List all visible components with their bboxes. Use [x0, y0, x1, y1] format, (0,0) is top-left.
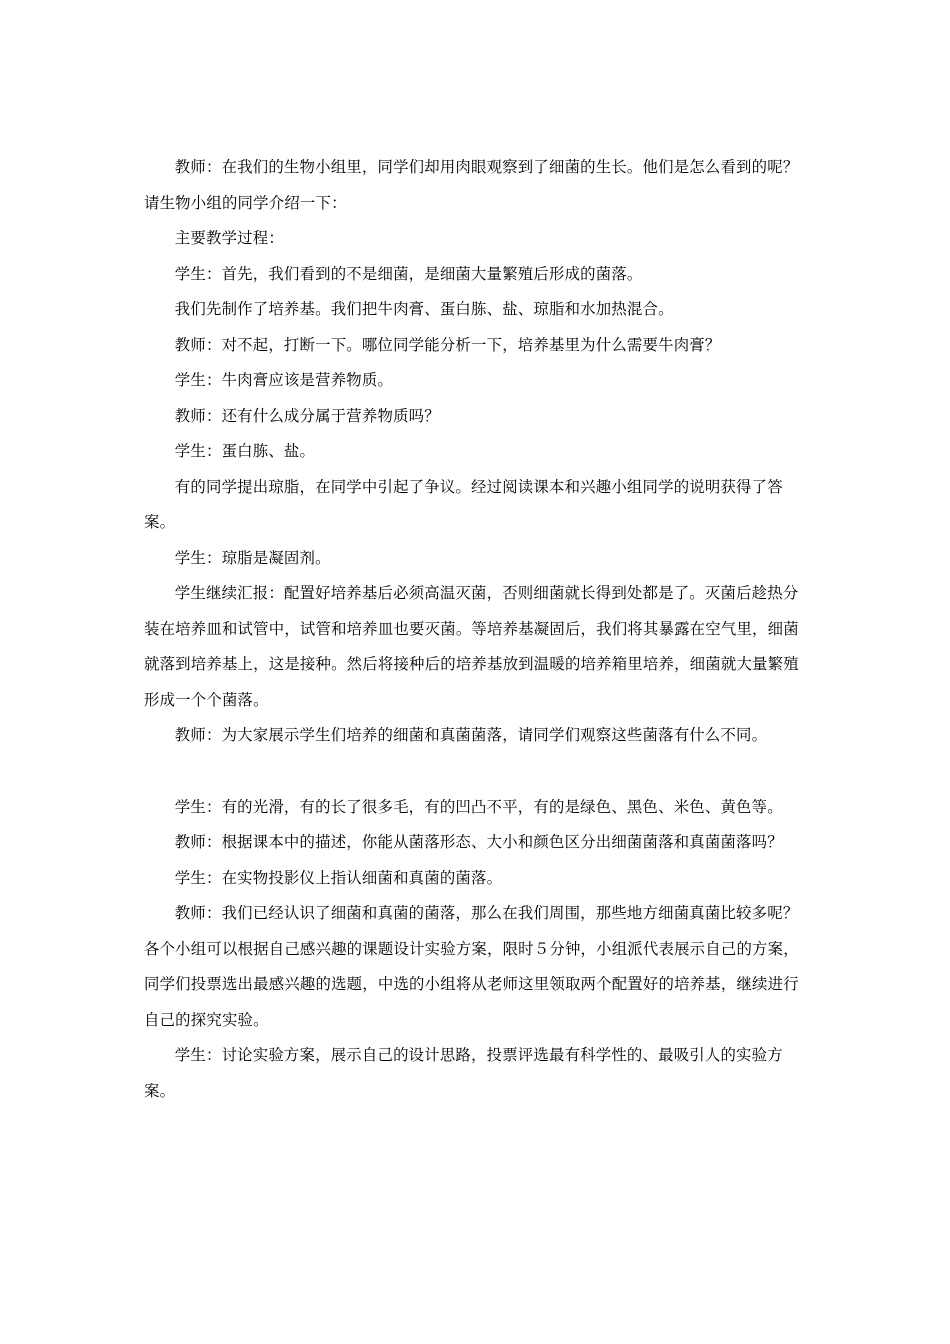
- paragraph-teacher-other-nutrients: 教师：还有什么成分属于营养物质吗？: [174, 406, 440, 425]
- paragraph-student-peptone-salt: 学生：蛋白胨、盐。: [174, 442, 316, 460]
- paragraph-student-agar: 学生：琼脂是凝固剂。: [174, 548, 331, 567]
- paragraph-agar-debate: 有的同学提出琼脂，在同学中引起了争议。经过阅读课本和兴趣小组同学的说明获得了答案。: [144, 477, 783, 531]
- paragraph-student-observation: 学生：有的光滑，有的长了很多毛，有的凹凸不平，有的是绿色、黑色、米色、黄色等。: [174, 797, 783, 816]
- paragraph-teacher-distinguish: 教师：根据课本中的描述，你能从菌落形态、大小和颜色区分出细菌菌落和真菌菌落吗？: [174, 833, 783, 851]
- paragraph-gap: [144, 754, 804, 790]
- paragraph-student-report: 学生继续汇报：配置好培养基后必须高温灭菌，否则细菌就长得到处都是了。灭菌后趁热分装在培养皿和试管中，试管和培养皿也要灭菌。等培养基凝固后，我们将其暴露在空气里，细菌就落到培养基上，这是接种。然后将接种后的培养基放到温暖的培养箱里培养，细菌就大量繁殖形成一个个菌落。: [144, 584, 799, 709]
- paragraph-teacher-beef-extract: 教师：对不起，打断一下。哪位同学能分析一下，培养基里为什么需要牛肉膏？: [174, 335, 721, 354]
- document-body: [144, 150, 804, 1109]
- paragraph-teacher-experiment-design: 教师：我们已经认识了细菌和真菌的菌落，那么在我们周围，那些地方细菌真菌比较多呢？各个小组可以根据自己感兴趣的课题设计实验方案，限时５分钟，小组派代表展示自己的方案，同学们投票选出最感兴趣的选题，中选的小组将从老师这里领取两个配置好的培养基，继续进行自己的探究实验。: [144, 904, 799, 1029]
- paragraph-student-nutrient: 学生：牛肉膏应该是营养物质。: [174, 371, 394, 389]
- paragraph-student-discussion: 学生：讨论实验方案，展示自己的设计思路，投票评选最有科学性的、最吸引人的实验方案。: [144, 1046, 783, 1100]
- paragraph-teacher-display: 教师：为大家展示学生们培养的细菌和真菌菌落，请同学们观察这些菌落有什么不同。: [174, 726, 768, 744]
- paragraph-teacher-intro: 教师：在我们的生物小组里，同学们却用肉眼观察到了细菌的生长。他们是怎么看到的呢？请生物小组的同学介绍一下：: [144, 158, 799, 212]
- paragraph-medium-prep: 我们先制作了培养基。我们把牛肉膏、蛋白胨、盐、琼脂和水加热混合。: [174, 300, 674, 318]
- paragraph-student-projector: 学生：在实物投影仪上指认细菌和真菌的菌落。: [174, 868, 503, 887]
- paragraph-student-colonies: 学生：首先，我们看到的不是细菌，是细菌大量繁殖后形成的菌落。: [174, 264, 643, 283]
- paragraph-main-process: 主要教学过程：: [174, 229, 284, 247]
